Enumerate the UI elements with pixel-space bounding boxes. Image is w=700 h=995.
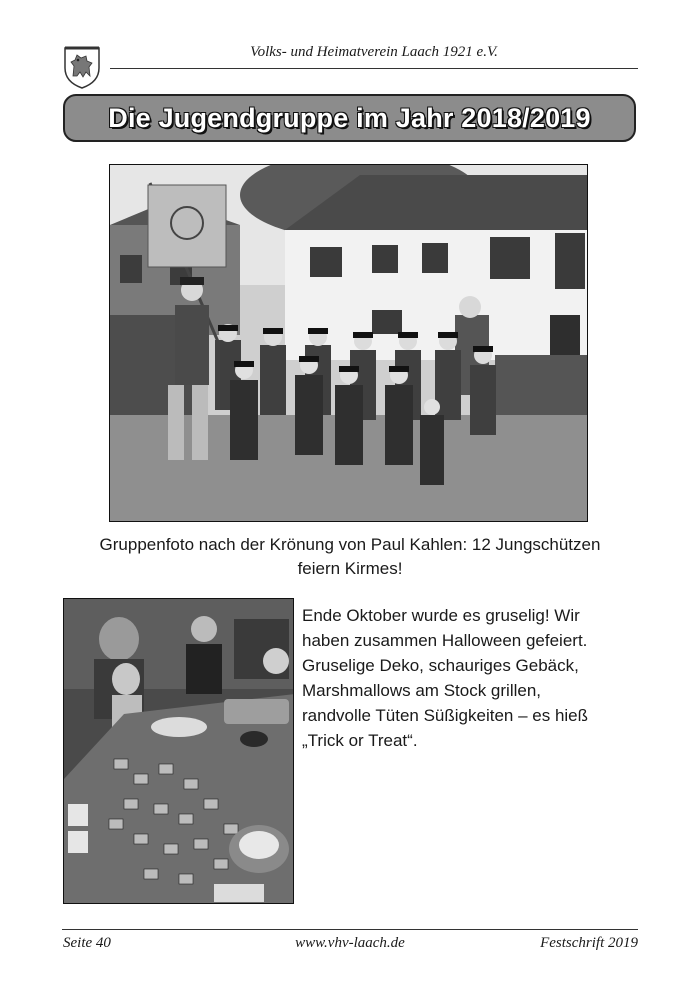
footer-divider <box>62 929 638 930</box>
caption-line: feiern Kirmes! <box>297 559 403 578</box>
crest-icon <box>62 44 102 90</box>
text-line: randvolle Tüten Süßigkeiten – es hieß <box>302 706 589 725</box>
header-title: Volks- und Heimatverein Laach 1921 e.V. <box>250 44 498 60</box>
website-link[interactable]: www.vhv-laach.de <box>295 935 405 951</box>
publication-name: Festschrift 2019 <box>540 935 638 951</box>
text-line: Marshmallows am Stock grillen, <box>302 681 542 700</box>
page-number: Seite 40 <box>63 935 111 951</box>
halloween-photo <box>63 598 294 904</box>
caption-line: Gruppenfoto nach der Krönung von Paul Kahlen: 12 Jungschützen <box>99 535 601 554</box>
text-line: Ende Oktober wurde es gruselig! Wir <box>302 606 580 625</box>
halloween-text <box>302 603 647 753</box>
title-banner <box>63 94 636 142</box>
group-photo <box>109 164 588 522</box>
page-title: Die Jugendgruppe im Jahr 2018/2019 <box>108 102 591 133</box>
text-line: Gruselige Deko, schauriges Gebäck, <box>302 656 579 675</box>
text-line: haben zusammen Halloween gefeiert. <box>302 631 588 650</box>
header-divider <box>110 68 638 69</box>
text-line: „Trick or Treat“. <box>302 731 418 750</box>
photo-caption <box>70 533 630 581</box>
